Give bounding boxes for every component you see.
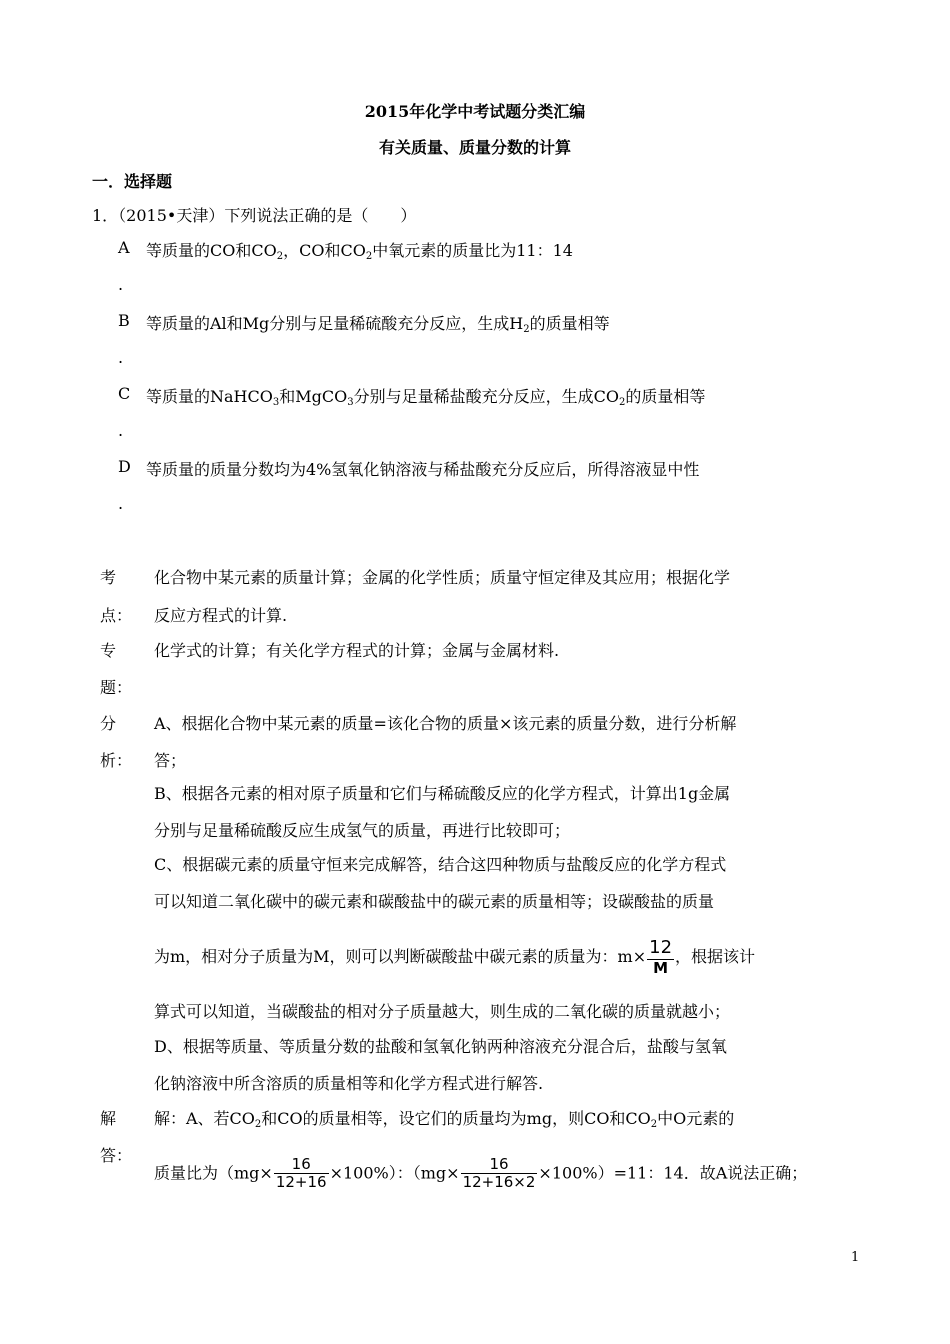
label-jieda-2: 答： xyxy=(100,1146,133,1165)
option-a-letter: A xyxy=(118,238,130,257)
option-c-dot: . xyxy=(118,421,124,440)
option-d-text: 等质量的质量分数均为4%氢氧化钠溶液与稀盐酸充分反应后，所得溶液显中性 xyxy=(146,460,700,479)
fenxi-line-8: 算式可以知道，当碳酸盐的相对分子质量越大，则生成的二氧化碳的质量就越小； xyxy=(154,1002,731,1021)
fenxi-line-9: D、根据等质量、等质量分数的盐酸和氢氧化钠两种溶液充分混合后，盐酸与氢氧 xyxy=(154,1037,727,1056)
jieda-line-1: 解：A、若$CO_2$和CO的质量相等，设它们的质量均为mg，则CO和$CO_2$中O元素的 xyxy=(154,1109,735,1130)
label-kaodian-1: 考 xyxy=(100,568,117,587)
label-kaodian-2: 点： xyxy=(100,606,133,625)
fenxi-line-2: 答； xyxy=(154,751,187,770)
fenxi-line-4: 分别与足量稀硫酸反应生成氢气的质量，再进行比较即可； xyxy=(154,821,571,840)
label-fenxi-1: 分 xyxy=(100,714,117,733)
zhuanti-line-1: 化学式的计算；有关化学方程式的计算；金属与金属材料. xyxy=(154,641,560,660)
option-a-text: 等质量的CO和$CO_2$，CO和$CO_2$中氧元素的质量比为11：14 xyxy=(146,241,573,262)
option-b-text: 等质量的Al和Mg分别与足量稀硫酸充分反应，生成$H_2$的质量相等 xyxy=(146,314,610,335)
label-jieda-1: 解 xyxy=(100,1109,117,1128)
option-b-letter: B xyxy=(118,311,130,330)
fraction-16-over-28: $\frac{16}{12+16}$ xyxy=(275,1155,327,1192)
option-b-dot: . xyxy=(118,348,124,367)
option-c-letter: C xyxy=(118,384,131,403)
option-d-dot: . xyxy=(118,494,124,513)
document-subtitle: 有关质量、质量分数的计算 xyxy=(378,138,571,157)
option-d-letter: D xyxy=(118,457,131,476)
label-zhuanti-1: 专 xyxy=(100,641,117,660)
fenxi-line-7: 为m，相对分子质量为M，则可以判断碳酸盐中碳元素的质量为：m× $\frac{12}{M}$ ，根据该计 xyxy=(154,937,756,977)
fenxi-line-3: B、根据各元素的相对原子质量和它们与稀硫酸反应的化学方程式，计算出1g金属 xyxy=(154,784,731,803)
section-heading: 一．选择题 xyxy=(92,172,173,191)
option-c-text: 等质量的NaHCO$_3$和MgCO$_3$分别与足量稀盐酸充分反应，生成$CO_2$的质量相等 xyxy=(146,387,706,408)
kaodian-line-2: 反应方程式的计算. xyxy=(154,606,288,625)
fenxi-line-1: A、根据化合物中某元素的质量=该化合物的质量×该元素的质量分数，进行分析解 xyxy=(154,714,737,733)
fraction-12-over-m: $\frac{12}{M}$ xyxy=(649,937,673,977)
fenxi-line-10: 化钠溶液中所含溶质的质量相等和化学方程式进行解答. xyxy=(154,1074,544,1093)
fenxi-line-5: C、根据碳元素的质量守恒来完成解答，结合这四种物质与盐酸反应的化学方程式 xyxy=(154,855,727,874)
question-stem: 1．（2015•天津）下列说法正确的是（ ） xyxy=(92,206,417,225)
page-number: 1 xyxy=(851,1250,860,1265)
jieda-line-2: 质量比为（mg× $\frac{16}{12+16}$ ×100%）：（mg× $\frac{16}{12+16\times 2}$ ×100%）=11：14．故A说法正确； xyxy=(154,1155,808,1192)
fraction-16-over-44: $\frac{16}{12+16\times 2}$ xyxy=(462,1155,536,1192)
label-fenxi-2: 析： xyxy=(100,751,133,770)
label-zhuanti-2: 题： xyxy=(100,678,133,697)
fenxi-line-6: 可以知道二氧化碳中的碳元素和碳酸盐中的碳元素的质量相等；设碳酸盐的质量 xyxy=(154,892,715,911)
document-title: 2015年化学中考试题分类汇编 xyxy=(364,102,586,121)
option-a-dot: . xyxy=(118,275,124,294)
kaodian-line-1: 化合物中某元素的质量计算；金属的化学性质；质量守恒定律及其应用；根据化学 xyxy=(154,568,731,587)
